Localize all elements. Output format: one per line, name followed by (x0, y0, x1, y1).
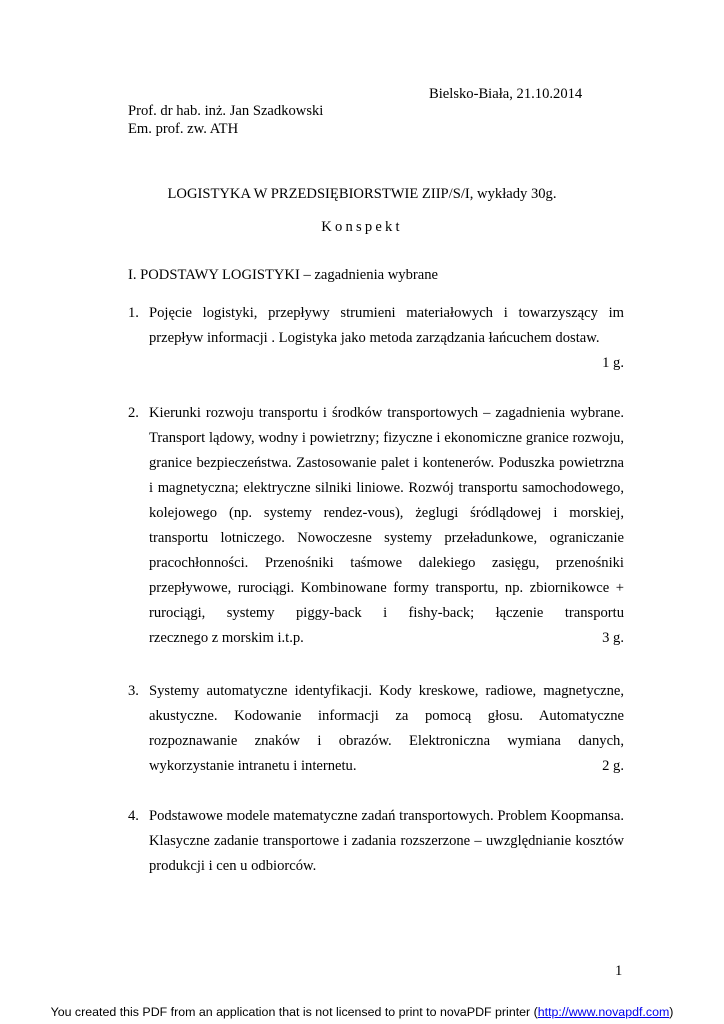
section-heading: I. PODSTAWY LOGISTYKI – zagadnienia wybrane (128, 267, 438, 283)
item-number: 2. (128, 405, 139, 421)
document-subtitle: Konspekt (321, 219, 403, 235)
item-last-line: wykorzystanie intranetu i internetu. (149, 758, 357, 774)
item-text: Pojęcie logistyki, przepływy strumieni materiałowych i towarzyszący im przepływ informacji . Logistyka jako metoda zarządzania łańcuchem dostaw. (149, 305, 624, 346)
page-number: 1 (615, 963, 623, 979)
footer-text: You created this PDF from an application that is not licensed to print to novaPDF printer ( (50, 1005, 538, 1019)
item-last-line: rzecznego z morskim i.t.p. (149, 630, 304, 646)
item-hours: 3 g. (602, 630, 624, 646)
pdf-license-footer (0, 1005, 724, 1019)
list-item (128, 679, 624, 779)
document-title: LOGISTYKA W PRZEDSIĘBIORSTWIE ZIIP/S/I, wykłady 30g. (167, 186, 557, 202)
item-text: Kierunki rozwoju transportu i środków transportowych – zagadnienia wybrane. Transport lądowy, wodny i powietrzny; fizyczne i ekonomiczne granice rozwoju, granice bezpieczeństwa. Zastosowanie palet i kontenerów. Poduszka powietrzna i magnetyczna; elektryczne silniki liniowe. Rozwój transportu samochodowego, kolejowego (np. systemy rendez-vous), żeglugi śródlądowej i morskiej, transportu lotniczego. Nowoczesne systemy przeładunkowe, ograniczanie pracochłonności. Przenośniki taśmowe dalekiego zasięgu, przenośniki przepływowe, rurociągi. Kombinowane formy transportu, np. zbiornikowce + rurociągi, systemy piggy-back i fishy-back; łączenie transportu (149, 405, 624, 621)
list-item (128, 301, 624, 376)
author-name: Prof. dr hab. inż. Jan Szadkowski (128, 103, 324, 119)
item-hours: 1 g. (602, 355, 624, 371)
author-title: Em. prof. zw. ATH (128, 121, 239, 137)
list-item (128, 401, 624, 651)
list-item (128, 804, 624, 879)
item-number: 4. (128, 808, 139, 824)
novapdf-link[interactable]: http://www.novapdf.com (537, 1005, 670, 1019)
item-text: Systemy automatyczne identyfikacji. Kody kreskowe, radiowe, magnetyczne, akustyczne. Kodowanie informacji za pomocą głosu. Automatyczne rozpoznawanie znaków i obrazów. Elektroniczna wymiana danych, (149, 683, 624, 749)
item-number: 1. (128, 305, 139, 321)
item-number: 3. (128, 683, 139, 699)
place-date: Bielsko-Biała, 21.10.2014 (429, 86, 583, 102)
item-hours: 2 g. (602, 758, 624, 774)
item-text: Podstawowe modele matematyczne zadań transportowych. Problem Koopmansa. Klasyczne zadanie transportowe i zadania rozszerzone – uwzględnianie kosztów produkcji i cen u odbiorców. (149, 808, 624, 874)
author-block (128, 102, 323, 138)
footer-text-end: ) (669, 1005, 674, 1019)
